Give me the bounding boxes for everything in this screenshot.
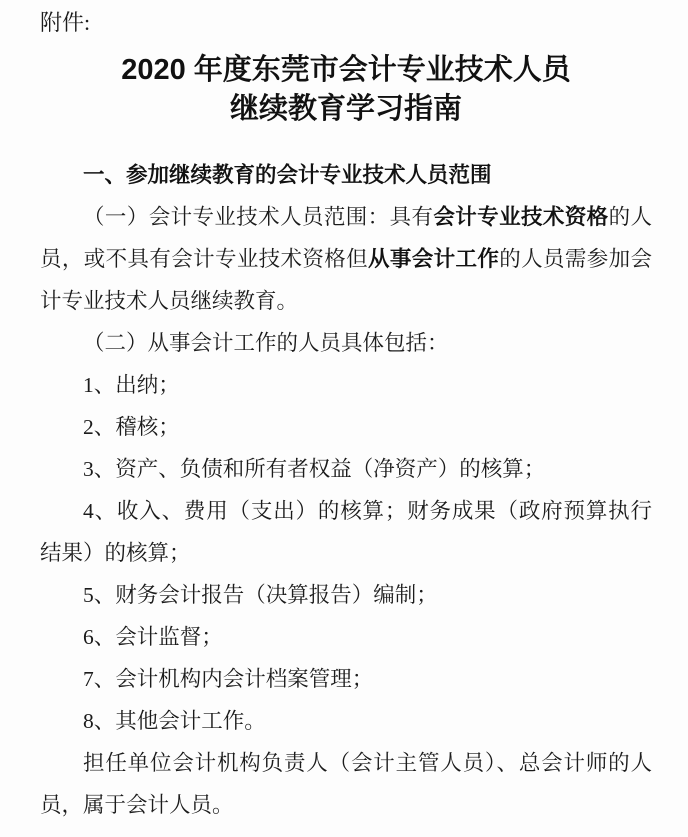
work-item-6: 6、会计监督； [83,625,223,649]
attachment-label: 附件: [40,10,91,35]
document-title [40,51,652,129]
paragraph-scope [40,196,652,322]
paragraph-scope-bold-2: 从事会计工作 [368,247,500,271]
paragraph-scope-bold-1: 会计专业技术资格 [433,205,609,229]
document-body [40,154,652,826]
work-item-7: 7、会计机构内会计档案管理； [83,667,374,691]
paragraph-chief-accountant: 担任单位会计机构负责人（会计主管人员）、总会计师的人员，属于会计人员。 [40,751,652,817]
work-item-8: 8、其他会计工作。 [83,709,266,733]
paragraph-includes-intro: （二）从事会计工作的人员具体包括： [83,331,449,355]
paragraph-scope-text-2: 的人员，或不具有会计专业技术资格但 [40,205,652,271]
section-1-heading: 一、参加继续教育的会计专业技术人员范围 [83,163,492,187]
document-title-line-1: 2020 年度东莞市会计专业技术人员 [121,54,571,86]
paragraph-scope-text-1: （一）会计专业技术人员范围：具有 [83,205,434,229]
paragraph-scope-text-3: 的人员需参加会计专业技术人员继续教育。 [40,247,652,313]
work-item-5: 5、财务会计报告（决算报告）编制； [83,583,438,607]
work-item-2: 2、稽核； [83,415,180,439]
work-item-1: 1、出纳； [83,373,180,397]
work-item-4: 4、收入、费用（支出）的核算；财务成果（政府预算执行结果）的核算； [40,499,652,565]
document-title-line-2: 继续教育学习指南 [229,93,462,125]
work-item-3: 3、资产、负债和所有者权益（净资产）的核算； [83,457,546,481]
